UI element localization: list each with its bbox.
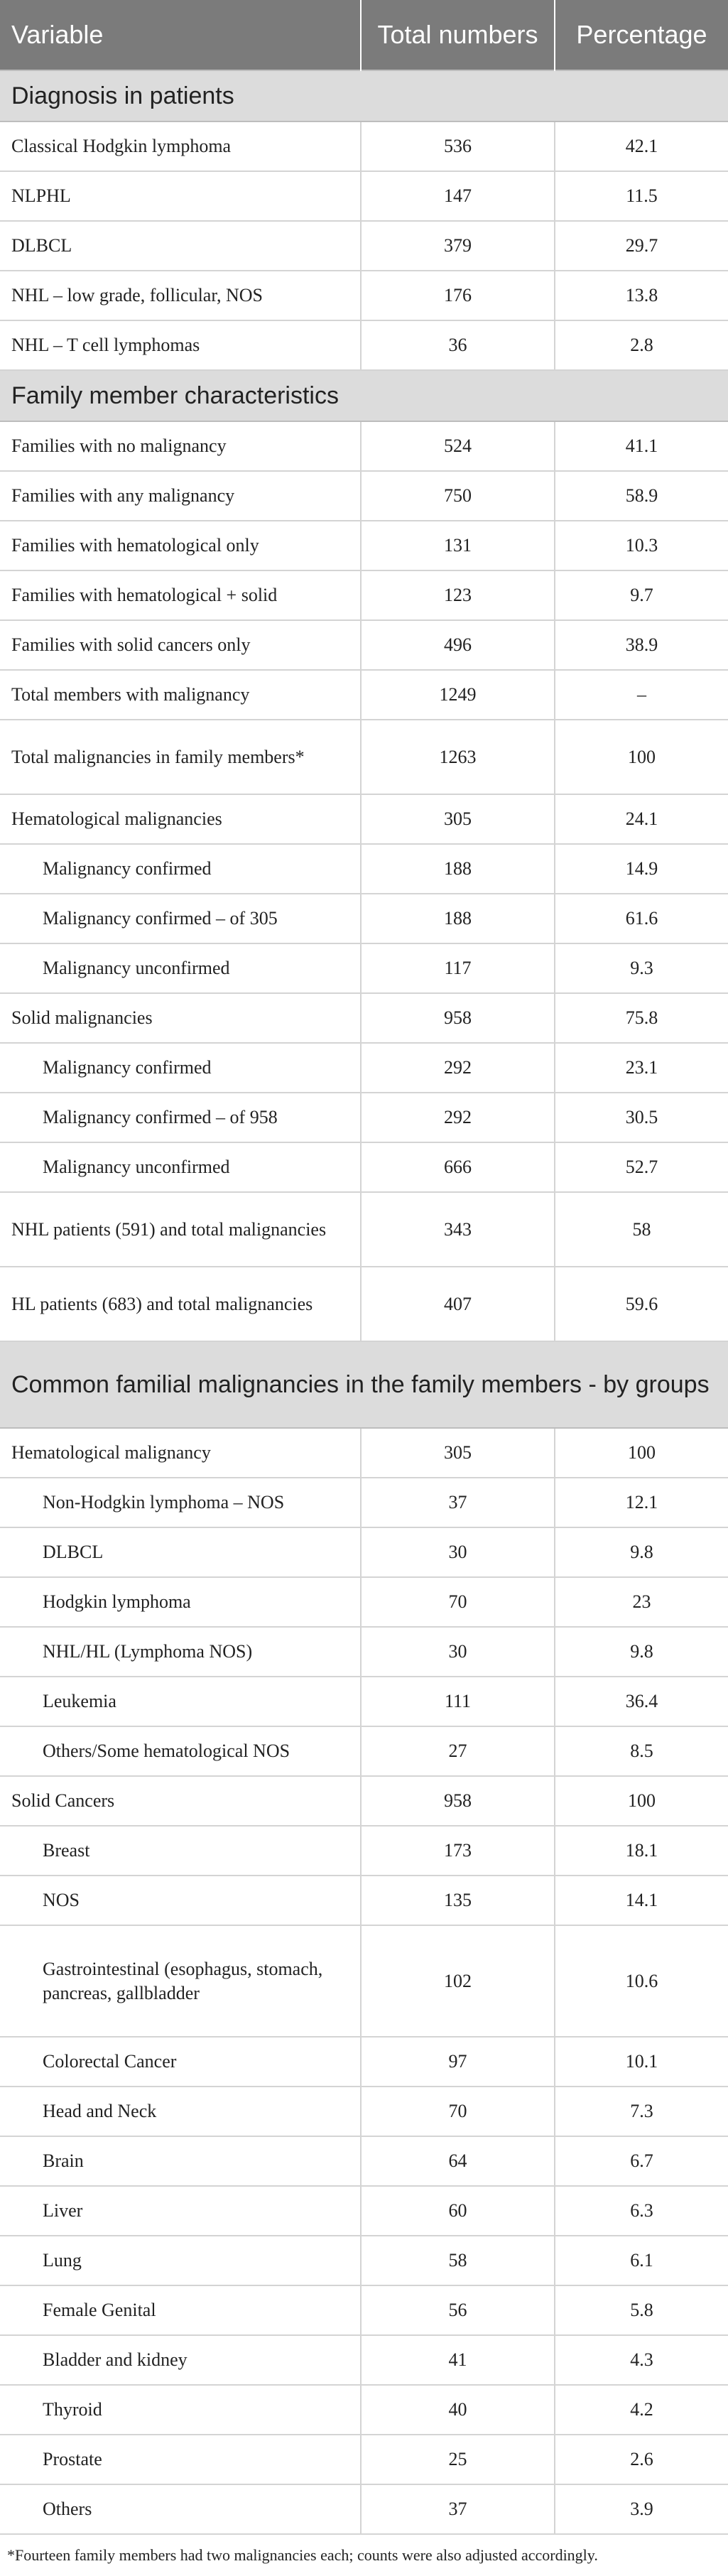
row-percentage: 52.7 — [555, 1142, 728, 1192]
row-total: 407 — [361, 1267, 555, 1341]
table-row — [0, 720, 728, 794]
row-label: Non-Hodgkin lymphoma – NOS — [0, 1478, 361, 1527]
table-row — [0, 1093, 728, 1142]
row-percentage: 9.7 — [555, 570, 728, 620]
row-percentage: – — [555, 670, 728, 720]
row-percentage: 4.2 — [555, 2385, 728, 2435]
row-total: 135 — [361, 1876, 555, 1925]
table-row — [0, 2484, 728, 2534]
row-total: 750 — [361, 471, 555, 521]
table-row — [0, 271, 728, 320]
row-label: Malignancy confirmed – of 958 — [0, 1093, 361, 1142]
table-row — [0, 2385, 728, 2435]
row-label: Solid Cancers — [0, 1776, 361, 1826]
row-percentage: 61.6 — [555, 894, 728, 943]
row-label: Malignancy confirmed — [0, 1043, 361, 1093]
row-label: Families with solid cancers only — [0, 620, 361, 670]
row-percentage: 3.9 — [555, 2484, 728, 2534]
row-percentage: 8.5 — [555, 1726, 728, 1776]
row-label: NOS — [0, 1876, 361, 1925]
table-row — [0, 620, 728, 670]
row-label: Brain — [0, 2136, 361, 2186]
row-label: Lung — [0, 2236, 361, 2285]
section-title: Family member characteristics — [0, 370, 728, 421]
row-total: 60 — [361, 2186, 555, 2236]
section-header-row — [0, 370, 728, 421]
row-label: DLBCL — [0, 221, 361, 271]
row-label: Hematological malignancy — [0, 1428, 361, 1478]
table-row — [0, 221, 728, 271]
row-total: 1263 — [361, 720, 555, 794]
row-percentage: 14.9 — [555, 844, 728, 894]
row-percentage: 9.8 — [555, 1527, 728, 1577]
table-row — [0, 421, 728, 471]
row-total: 343 — [361, 1192, 555, 1267]
table-row — [0, 2186, 728, 2236]
row-percentage: 10.3 — [555, 521, 728, 570]
row-total: 958 — [361, 993, 555, 1043]
row-total: 173 — [361, 1826, 555, 1876]
row-label: Families with hematological + solid — [0, 570, 361, 620]
table-row — [0, 1826, 728, 1876]
row-total: 958 — [361, 1776, 555, 1826]
table-row — [0, 1677, 728, 1726]
row-percentage: 11.5 — [555, 171, 728, 221]
header-variable: Variable — [0, 0, 361, 70]
row-label: Families with any malignancy — [0, 471, 361, 521]
row-percentage: 6.1 — [555, 2236, 728, 2285]
table-row — [0, 670, 728, 720]
row-label: Hematological malignancies — [0, 794, 361, 844]
section-header-row — [0, 70, 728, 121]
section-title: Common familial malignancies in the family members - by groups — [0, 1341, 728, 1428]
row-percentage: 36.4 — [555, 1677, 728, 1726]
table-row — [0, 1142, 728, 1192]
row-percentage: 9.3 — [555, 943, 728, 993]
row-total: 30 — [361, 1627, 555, 1677]
row-total: 37 — [361, 1478, 555, 1527]
table-row — [0, 521, 728, 570]
row-label: Malignancy confirmed — [0, 844, 361, 894]
row-label: NHL patients (591) and total malignancies — [0, 1192, 361, 1267]
row-percentage: 24.1 — [555, 794, 728, 844]
row-total: 37 — [361, 2484, 555, 2534]
row-label: Families with no malignancy — [0, 421, 361, 471]
row-percentage: 100 — [555, 1428, 728, 1478]
row-label: Solid malignancies — [0, 993, 361, 1043]
row-percentage: 59.6 — [555, 1267, 728, 1341]
row-total: 30 — [361, 1527, 555, 1577]
row-percentage: 30.5 — [555, 1093, 728, 1142]
section-title: Diagnosis in patients — [0, 70, 728, 121]
table-row — [0, 1192, 728, 1267]
row-total: 1249 — [361, 670, 555, 720]
row-percentage: 100 — [555, 1776, 728, 1826]
row-total: 64 — [361, 2136, 555, 2186]
row-total: 305 — [361, 794, 555, 844]
row-label: Prostate — [0, 2435, 361, 2484]
table-row — [0, 993, 728, 1043]
row-percentage: 23.1 — [555, 1043, 728, 1093]
row-total: 147 — [361, 171, 555, 221]
table-row — [0, 1043, 728, 1093]
row-total: 25 — [361, 2435, 555, 2484]
row-total: 41 — [361, 2335, 555, 2385]
table-row — [0, 1267, 728, 1341]
table-row — [0, 2136, 728, 2186]
row-percentage: 6.3 — [555, 2186, 728, 2236]
row-label: Others/Some hematological NOS — [0, 1726, 361, 1776]
row-label: HL patients (683) and total malignancies — [0, 1267, 361, 1341]
row-percentage: 14.1 — [555, 1876, 728, 1925]
row-total: 56 — [361, 2285, 555, 2335]
table-row — [0, 2236, 728, 2285]
row-label: NLPHL — [0, 171, 361, 221]
table-row — [0, 320, 728, 370]
row-percentage: 29.7 — [555, 221, 728, 271]
row-total: 176 — [361, 271, 555, 320]
table-row — [0, 894, 728, 943]
row-label: NHL/HL (Lymphoma NOS) — [0, 1627, 361, 1677]
row-total: 666 — [361, 1142, 555, 1192]
row-percentage: 23 — [555, 1577, 728, 1627]
row-label: Head and Neck — [0, 2087, 361, 2136]
table-row — [0, 471, 728, 521]
table-row — [0, 794, 728, 844]
row-label: Malignancy confirmed – of 305 — [0, 894, 361, 943]
row-percentage: 18.1 — [555, 1826, 728, 1876]
table-row — [0, 844, 728, 894]
row-label: Gastrointestinal (esophagus, stomach, pancreas, gallbladder — [0, 1925, 361, 2037]
row-percentage: 13.8 — [555, 271, 728, 320]
row-total: 117 — [361, 943, 555, 993]
table-row — [0, 1428, 728, 1478]
row-total: 188 — [361, 844, 555, 894]
row-total: 131 — [361, 521, 555, 570]
header-row — [0, 0, 728, 70]
table-row — [0, 2335, 728, 2385]
row-total: 111 — [361, 1677, 555, 1726]
row-label: Thyroid — [0, 2385, 361, 2435]
row-label: NHL – low grade, follicular, NOS — [0, 271, 361, 320]
row-label: DLBCL — [0, 1527, 361, 1577]
table-row — [0, 2285, 728, 2335]
row-total: 58 — [361, 2236, 555, 2285]
row-label: Total malignancies in family members* — [0, 720, 361, 794]
row-total: 27 — [361, 1726, 555, 1776]
row-total: 292 — [361, 1043, 555, 1093]
section-header-row — [0, 1341, 728, 1428]
row-total: 379 — [361, 221, 555, 271]
row-percentage: 58 — [555, 1192, 728, 1267]
table-row — [0, 1876, 728, 1925]
row-label: Leukemia — [0, 1677, 361, 1726]
table-row — [0, 570, 728, 620]
header-total-numbers: Total numbers — [361, 0, 555, 70]
row-percentage: 42.1 — [555, 121, 728, 171]
row-total: 70 — [361, 2087, 555, 2136]
row-total: 97 — [361, 2037, 555, 2087]
row-total: 188 — [361, 894, 555, 943]
row-percentage: 2.6 — [555, 2435, 728, 2484]
table-row — [0, 1726, 728, 1776]
row-label: Female Genital — [0, 2285, 361, 2335]
row-percentage: 12.1 — [555, 1478, 728, 1527]
row-percentage: 7.3 — [555, 2087, 728, 2136]
row-label: Others — [0, 2484, 361, 2534]
row-label: Hodgkin lymphoma — [0, 1577, 361, 1627]
row-total: 123 — [361, 570, 555, 620]
table-row — [0, 1627, 728, 1677]
row-total: 524 — [361, 421, 555, 471]
table-row — [0, 2087, 728, 2136]
table-row — [0, 943, 728, 993]
table-row — [0, 1776, 728, 1826]
table-row — [0, 121, 728, 171]
row-total: 102 — [361, 1925, 555, 2037]
row-percentage: 100 — [555, 720, 728, 794]
table-row — [0, 1478, 728, 1527]
row-total: 40 — [361, 2385, 555, 2435]
row-percentage: 4.3 — [555, 2335, 728, 2385]
row-total: 496 — [361, 620, 555, 670]
row-label: Classical Hodgkin lymphoma — [0, 121, 361, 171]
row-label: Total members with malignancy — [0, 670, 361, 720]
row-label: Liver — [0, 2186, 361, 2236]
row-percentage: 10.1 — [555, 2037, 728, 2087]
table-row — [0, 1577, 728, 1627]
row-total: 536 — [361, 121, 555, 171]
header-percentage: Percentage — [555, 0, 728, 70]
row-total: 70 — [361, 1577, 555, 1627]
row-percentage: 9.8 — [555, 1627, 728, 1677]
row-label: Bladder and kidney — [0, 2335, 361, 2385]
row-label: Breast — [0, 1826, 361, 1876]
table-row — [0, 2037, 728, 2087]
table-row — [0, 171, 728, 221]
row-percentage: 58.9 — [555, 471, 728, 521]
row-percentage: 75.8 — [555, 993, 728, 1043]
row-percentage: 5.8 — [555, 2285, 728, 2335]
row-total: 292 — [361, 1093, 555, 1142]
row-percentage: 6.7 — [555, 2136, 728, 2186]
table-row — [0, 1527, 728, 1577]
row-label: Malignancy unconfirmed — [0, 943, 361, 993]
footnote: *Fourteen family members had two malignancies each; counts were also adjusted accordingly. — [7, 2546, 598, 2564]
row-percentage: 41.1 — [555, 421, 728, 471]
row-percentage: 38.9 — [555, 620, 728, 670]
row-total: 305 — [361, 1428, 555, 1478]
row-label: Families with hematological only — [0, 521, 361, 570]
row-label: Malignancy unconfirmed — [0, 1142, 361, 1192]
row-label: Colorectal Cancer — [0, 2037, 361, 2087]
table-row — [0, 1925, 728, 2037]
row-label: NHL – T cell lymphomas — [0, 320, 361, 370]
row-percentage: 2.8 — [555, 320, 728, 370]
row-total: 36 — [361, 320, 555, 370]
row-percentage: 10.6 — [555, 1925, 728, 2037]
table-row — [0, 2435, 728, 2484]
